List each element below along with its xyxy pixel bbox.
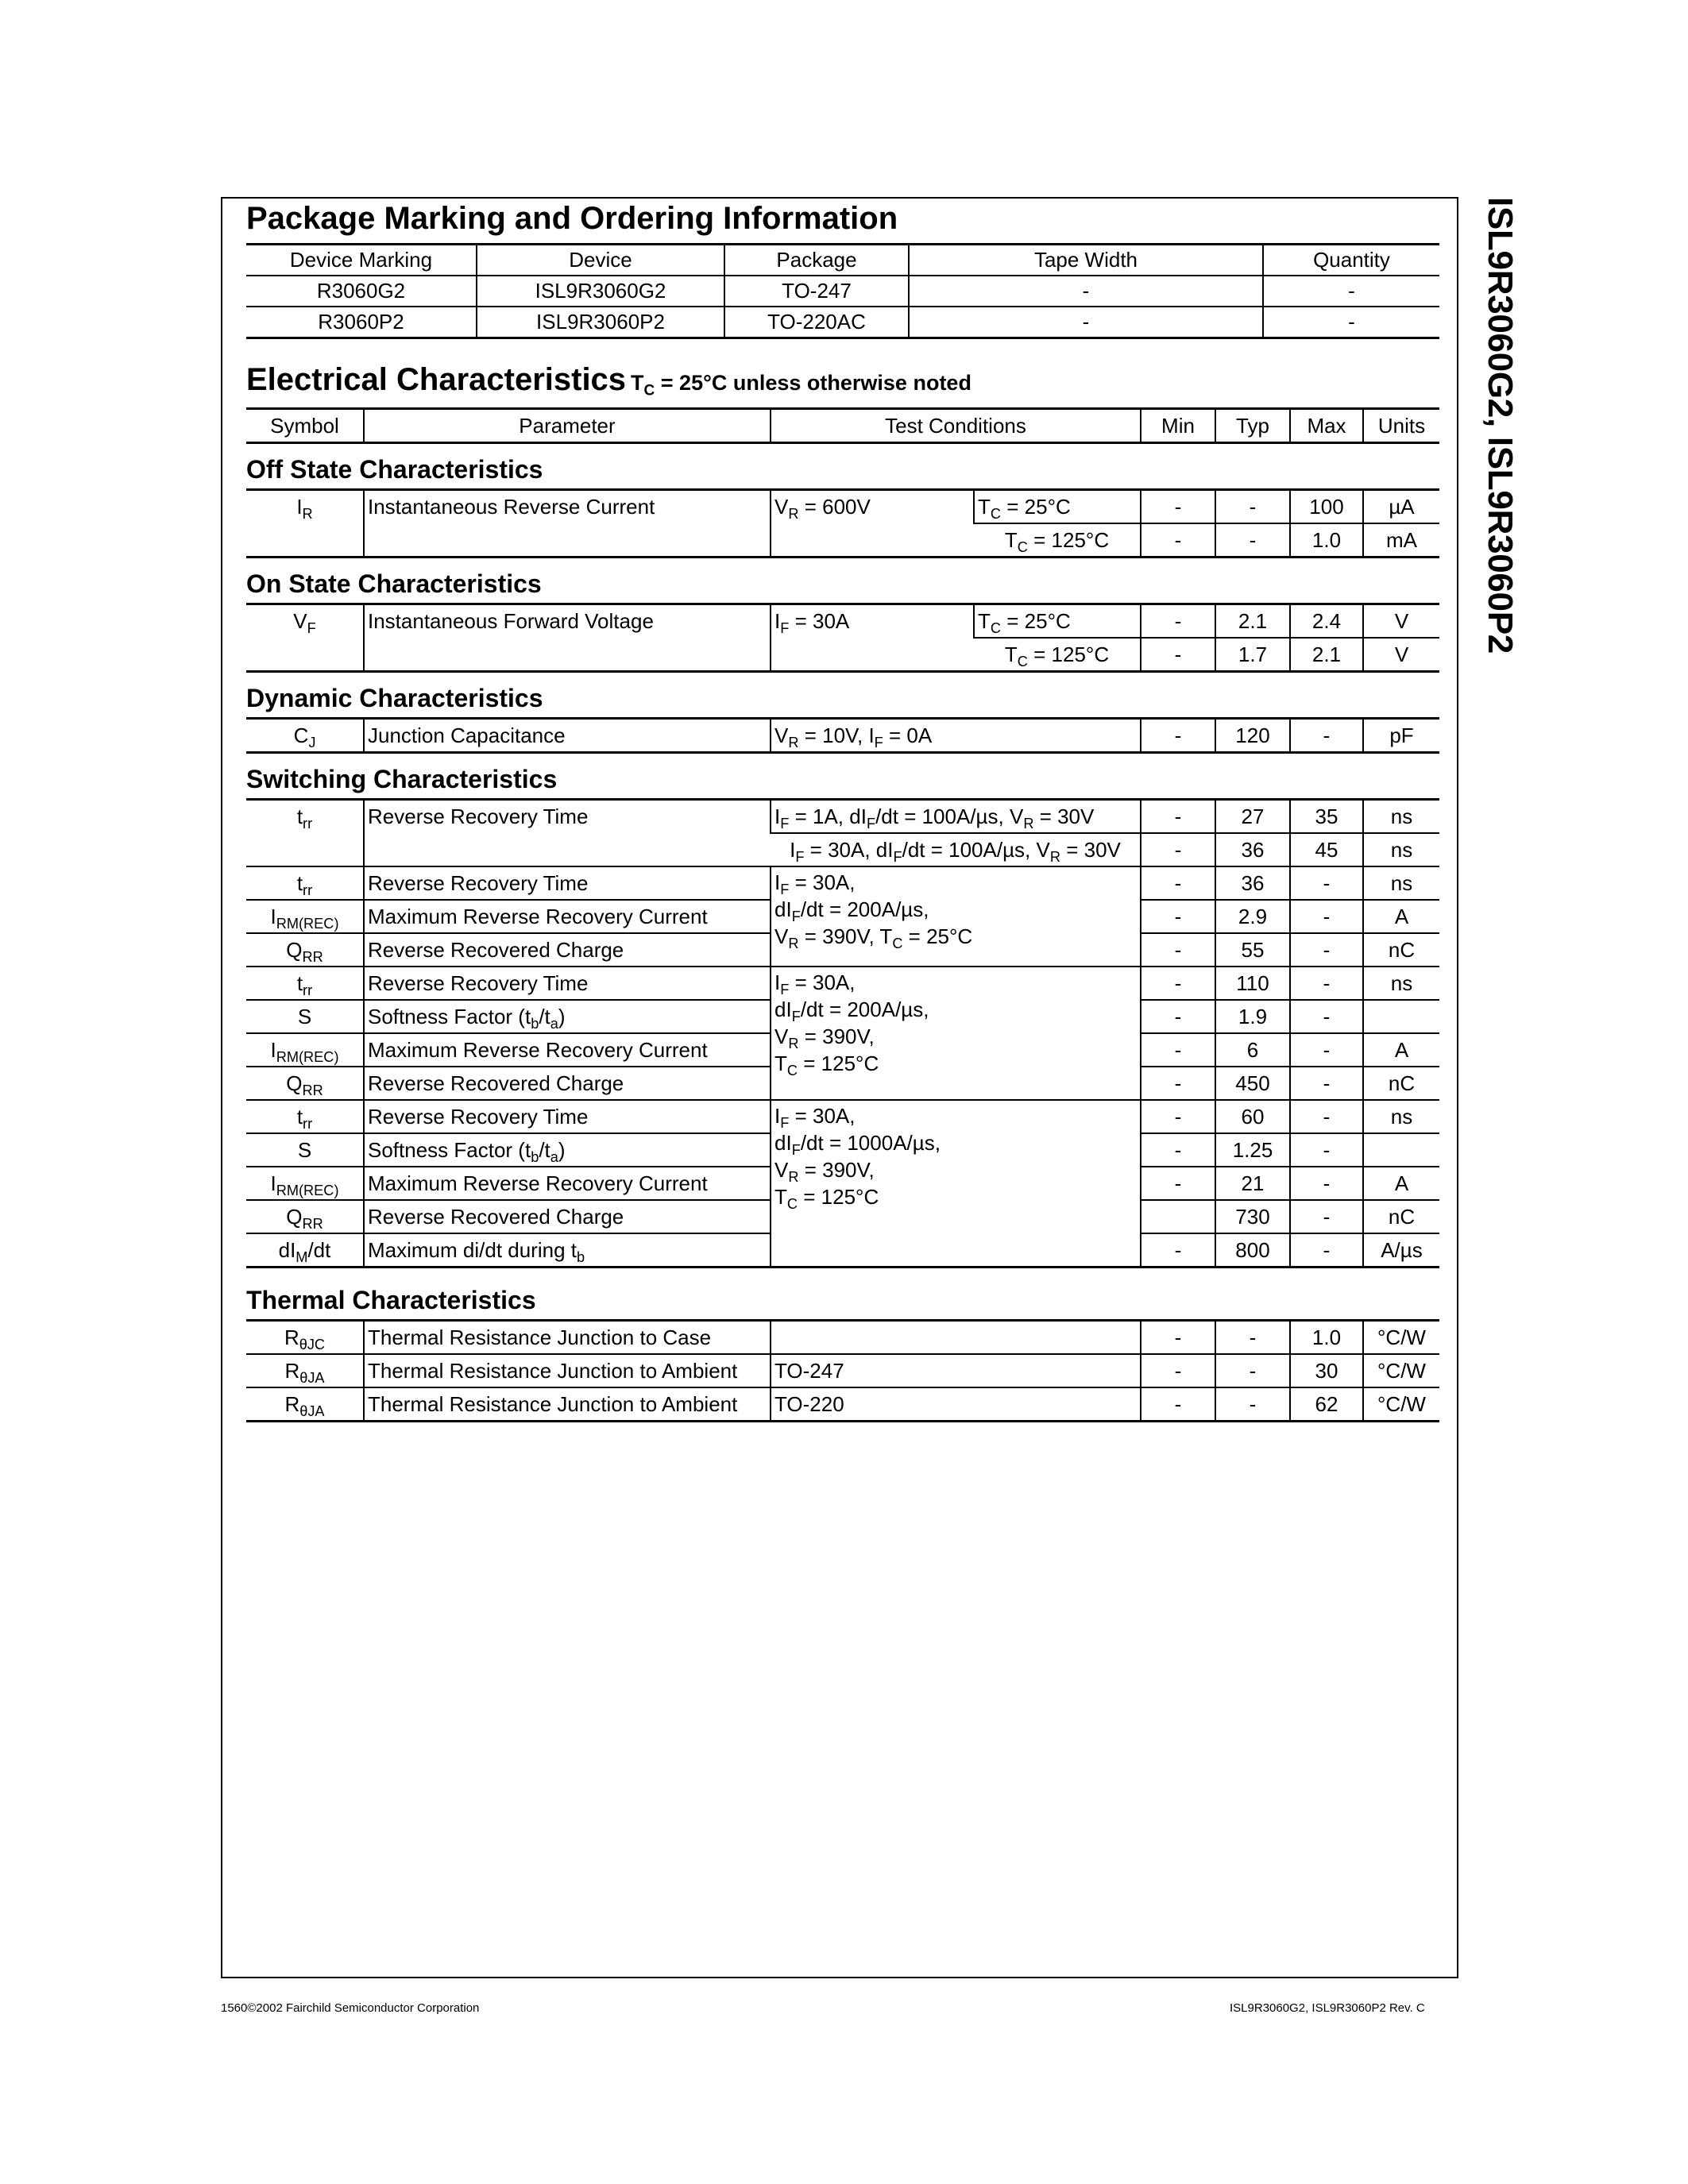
condition-cell: $V_R = 600V$ [771,490,974,558]
ordering-row [246,276,1439,307]
ordering-header: Device [477,245,724,276]
max-cell: 35 [1290,800,1363,834]
max-cell: - [1290,1200,1363,1233]
unit-cell: nC [1363,933,1439,967]
note-sub: C [643,382,655,399]
max-cell: 45 [1290,833,1363,866]
typ-cell: 21 [1215,1167,1290,1200]
max-cell: - [1290,900,1363,933]
symbol-cell: $I_{RM(REC)}$ [246,1167,364,1200]
condition-cell [771,1321,1141,1355]
symbol-cell: $R_{\theta JA}$ [246,1387,364,1422]
ordering-cell: TO-220AC [724,307,909,338]
condition-cell: $I_F = 30A$, $dI_F/dt = 1000A/\mu s$, $V_R = 390V$, $T_C = 125^\circ C$ [771,1100,1141,1268]
ordering-header: Quantity [1263,245,1439,276]
parameter-cell: Reverse Recovery Time [364,866,771,900]
min-cell: - [1141,1167,1215,1200]
unit-cell: A [1363,900,1439,933]
symbol-cell: $t_{rr}$ [246,1100,364,1133]
max-cell: - [1290,1067,1363,1100]
max-cell: - [1290,1233,1363,1268]
side-title [1481,197,1520,705]
off-state-table [246,488,1439,558]
ordering-cell: ISL9R3060G2 [477,276,724,307]
thermal-title: Thermal Characteristics [246,1286,536,1314]
max-cell: 30 [1290,1354,1363,1387]
condition-cell: $V_R = 10V$, $I_F = 0A$ [771,719,1141,753]
thermal-table [246,1319,1439,1422]
parameter-cell: Reverse Recovery Time [364,967,771,1000]
typ-cell: 2.9 [1215,900,1290,933]
condition-cell: $I_F = 30A$, $dI_F/dt = 200A/\mu s$, $V_R = 390V$, $T_C = 125^\circ C$ [771,967,1141,1100]
condition-cell: $T_C = 125^\circ C$ [974,523,1141,558]
dynamic-title: Dynamic Characteristics [246,684,543,712]
min-cell: - [1141,1133,1215,1167]
ordering-cell: R3060P2 [246,307,477,338]
typ-cell: - [1215,523,1290,558]
typ-cell: - [1215,1354,1290,1387]
min-cell: - [1141,933,1215,967]
switching-table [246,798,1439,1268]
electrical-note [631,371,971,399]
ordering-row [246,307,1439,338]
min-cell: - [1141,1354,1215,1387]
ordering-cell: ISL9R3060P2 [477,307,724,338]
typ-cell: 110 [1215,967,1290,1000]
symbol-cell: $R_{\theta JA}$ [246,1354,364,1387]
condition-cell: $I_F = 1A$, $dI_F/dt = 100A/\mu s$, $V_R = 30V$ [771,800,1141,834]
typ-cell: 2.1 [1215,604,1290,639]
parameter-cell: Thermal Resistance Junction to Ambient [364,1354,771,1387]
max-cell: - [1290,719,1363,753]
min-cell: - [1141,900,1215,933]
unit-cell: A/µs [1363,1233,1439,1268]
footer-copyright: 1560©2002 Fairchild Semiconductor Corporation [221,2001,480,2015]
content [246,199,1439,1422]
unit-cell: °C/W [1363,1354,1439,1387]
ordering-cell: R3060G2 [246,276,477,307]
unit-cell: µA [1363,490,1439,524]
column-header: Typ [1215,409,1290,443]
typ-cell: 450 [1215,1067,1290,1100]
ordering-cell: - [909,307,1263,338]
symbol-cell: $Q_{RR}$ [246,933,364,967]
off-state-title: Off State Characteristics [246,455,543,484]
column-header: Units [1363,409,1439,443]
unit-cell: °C/W [1363,1321,1439,1355]
symbol-cell: $t_{rr}$ [296,805,313,832]
parameter-cell: Softness Factor $(t_b/t_a)$ [364,1133,771,1167]
condition-cell: $T_C = 25^\circ C$ [974,490,1141,524]
min-cell: - [1141,800,1215,834]
typ-cell: 6 [1215,1033,1290,1067]
condition-cell: $I_F = 30A$ [771,604,974,672]
symbol-cell: $C_J$ [293,723,316,751]
electrical-title [246,360,1439,403]
parameter-cell: Maximum di/dt during $t_b$ [364,1233,771,1268]
symbol-cell: $dI_M/dt$ [246,1233,364,1268]
footer-part-rev: ISL9R3060G2, ISL9R3060P2 Rev. C [1230,2001,1425,2015]
ordering-table [246,243,1439,339]
max-cell: - [1290,1000,1363,1033]
ordering-cell: TO-247 [724,276,909,307]
parameter-cell: Reverse Recovered Charge [364,933,771,967]
unit-cell: pF [1363,719,1439,753]
ordering-header: Device Marking [289,248,433,272]
table-row [246,604,1439,639]
max-cell: 1.0 [1290,523,1363,558]
parameter-cell: Junction Capacitance [364,719,771,753]
min-cell: - [1141,638,1215,672]
symbol-cell: $t_{rr}$ [246,967,364,1000]
parameter-cell: Reverse Recovery Time [364,800,771,867]
table-row [246,866,1439,900]
unit-cell: A [1363,1167,1439,1200]
condition-cell: TO-220 [771,1387,1141,1422]
symbol-cell: S [246,1000,364,1033]
typ-cell: 36 [1215,833,1290,866]
unit-cell: V [1363,604,1439,639]
column-header: Parameter [364,409,771,443]
unit-cell: mA [1363,523,1439,558]
condition-cell: $I_F = 30A$, $dI_F/dt = 100A/\mu s$, $V_R = 30V$ [771,833,1141,866]
max-cell: 100 [1290,490,1363,524]
unit-cell: nC [1363,1067,1439,1100]
max-cell: - [1290,1133,1363,1167]
dynamic-table [246,717,1439,754]
max-cell: - [1290,1100,1363,1133]
max-cell: - [1290,1033,1363,1067]
unit-cell: nC [1363,1200,1439,1233]
side-title-text: ISL9R3060G2, ISL9R3060P2 [1481,197,1520,654]
condition-cell: $I_F = 30A$, $dI_F/dt = 200A/\mu s$, $V_R = 390V$, $T_C = 25^\circ C$ [771,866,1141,967]
min-cell: - [1141,967,1215,1000]
typ-cell: 730 [1215,1200,1290,1233]
parameter-cell: Thermal Resistance Junction to Ambient [364,1387,771,1422]
column-header: Max [1290,409,1363,443]
condition-cell: TO-247 [771,1354,1141,1387]
table-row [246,1387,1439,1422]
min-cell: - [1141,1033,1215,1067]
max-cell: - [1290,933,1363,967]
min-cell: - [1141,833,1215,866]
unit-cell: ns [1363,1100,1439,1133]
symbol-cell: $I_{RM(REC)}$ [246,1033,364,1067]
min-cell: - [1141,1100,1215,1133]
column-header: Min [1141,409,1215,443]
parameter-cell: Reverse Recovered Charge [364,1067,771,1100]
typ-cell: 800 [1215,1233,1290,1268]
typ-cell: 36 [1215,866,1290,900]
unit-cell: V [1363,638,1439,672]
min-cell: - [1141,1321,1215,1355]
unit-cell: °C/W [1363,1387,1439,1422]
note-part: T [631,371,644,395]
parameter-cell: Softness Factor $(t_b/t_a)$ [364,1000,771,1033]
max-cell: 2.1 [1290,638,1363,672]
min-cell: - [1141,523,1215,558]
on-state-title: On State Characteristics [246,569,542,598]
symbol-cell: $R_{\theta JC}$ [284,1325,326,1353]
table-row [246,1100,1439,1133]
table-row [246,490,1439,524]
column-header: Test Conditions [771,409,1141,443]
typ-cell: 1.7 [1215,638,1290,672]
column-header: Symbol [270,414,339,438]
unit-cell: A [1363,1033,1439,1067]
parameter-cell: Reverse Recovery Time [364,1100,771,1133]
unit-cell: ns [1363,833,1439,866]
min-cell: - [1141,719,1215,753]
max-cell: - [1290,866,1363,900]
electrical-header-row [246,409,1439,443]
unit-cell [1363,1133,1439,1167]
unit-cell [1363,1000,1439,1033]
symbol-cell: $t_{rr}$ [246,866,364,900]
min-cell: - [1141,604,1215,639]
min-cell: - [1141,1233,1215,1268]
typ-cell: 120 [1215,719,1290,753]
min-cell: - [1141,866,1215,900]
typ-cell: 1.9 [1215,1000,1290,1033]
table-row [246,800,1439,834]
ordering-header: Tape Width [909,245,1263,276]
table-row [246,967,1439,1000]
on-state-table [246,603,1439,673]
max-cell: 2.4 [1290,604,1363,639]
min-cell: - [1141,490,1215,524]
min-cell: - [1141,1067,1215,1100]
unit-cell: ns [1363,866,1439,900]
table-row [246,1321,1439,1355]
typ-cell: - [1215,490,1290,524]
parameter-cell: Maximum Reverse Recovery Current [364,1033,771,1067]
parameter-cell: Instantaneous Forward Voltage [364,604,771,672]
symbol-cell: $I_R$ [296,495,313,523]
ordering-header-row [246,245,1439,276]
typ-cell: - [1215,1321,1290,1355]
max-cell: - [1290,1167,1363,1200]
electrical-title-text: Electrical Characteristics [246,362,627,397]
ordering-cell: - [1263,307,1439,338]
symbol-cell: $I_{RM(REC)}$ [246,900,364,933]
ordering-header: Package [724,245,909,276]
parameter-cell: Instantaneous Reverse Current [364,490,771,558]
typ-cell: 55 [1215,933,1290,967]
typ-cell: 60 [1215,1100,1290,1133]
ordering-title: Package Marking and Ordering Information [246,201,898,236]
condition-cell: $T_C = 125^\circ C$ [974,638,1141,672]
unit-cell: ns [1363,967,1439,1000]
ordering-cell: - [909,276,1263,307]
max-cell: 1.0 [1290,1321,1363,1355]
symbol-cell: S [246,1133,364,1167]
typ-cell: 1.25 [1215,1133,1290,1167]
parameter-cell: Reverse Recovered Charge [364,1200,771,1233]
electrical-header-table [246,407,1439,444]
min-cell [1141,1200,1215,1233]
max-cell: 62 [1290,1387,1363,1422]
parameter-cell: Maximum Reverse Recovery Current [364,1167,771,1200]
symbol-cell: $Q_{RR}$ [246,1200,364,1233]
min-cell: - [1141,1000,1215,1033]
switching-title: Switching Characteristics [246,765,558,793]
parameter-cell: Maximum Reverse Recovery Current [364,900,771,933]
parameter-cell: Thermal Resistance Junction to Case [364,1321,771,1355]
table-row [246,719,1439,753]
min-cell: - [1141,1387,1215,1422]
max-cell: - [1290,967,1363,1000]
symbol-cell: $Q_{RR}$ [246,1067,364,1100]
unit-cell: ns [1363,800,1439,834]
typ-cell: 27 [1215,800,1290,834]
table-row [246,1354,1439,1387]
typ-cell: - [1215,1387,1290,1422]
note-part: = 25°C unless otherwise noted [655,371,971,395]
condition-cell: $T_C = 25^\circ C$ [974,604,1141,639]
ordering-cell: - [1263,276,1439,307]
symbol-cell: $V_F$ [293,609,316,637]
